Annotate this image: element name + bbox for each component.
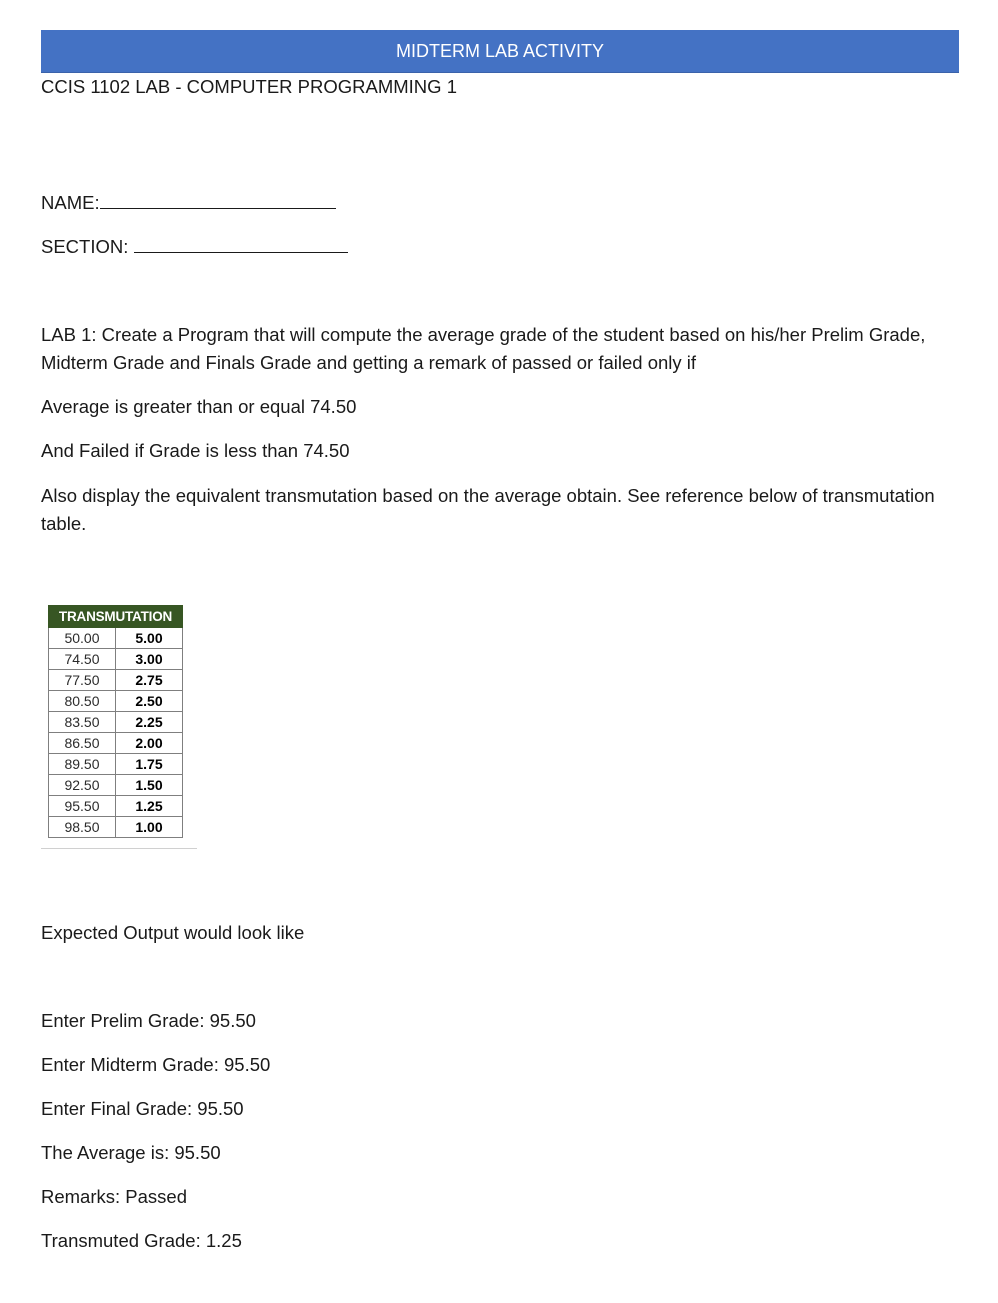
grade-cell: 2.50	[116, 691, 183, 712]
name-label: NAME:	[41, 192, 100, 213]
score-cell: 77.50	[49, 670, 116, 691]
name-blank	[100, 190, 336, 209]
course-title: CCIS 1102 LAB - COMPUTER PROGRAMMING 1	[41, 76, 457, 97]
output-line-transmuted: Transmuted Grade: 1.25	[41, 1230, 242, 1251]
grade-cell: 1.00	[116, 817, 183, 838]
section-blank	[134, 234, 348, 253]
expected-output-heading: Expected Output would look like	[41, 922, 305, 943]
grade-cell: 1.50	[116, 775, 183, 796]
score-cell: 80.50	[49, 691, 116, 712]
table-row	[49, 775, 183, 796]
pass-condition: Average is greater than or equal 74.50	[41, 396, 357, 417]
document-title-bar	[41, 30, 959, 73]
table-row	[49, 628, 183, 649]
grade-cell: 1.75	[116, 754, 183, 775]
fail-condition: And Failed if Grade is less than 74.50	[41, 440, 350, 461]
transmutation-table-header: TRANSMUTATION	[49, 606, 183, 628]
output-line-prelim: Enter Prelim Grade: 95.50	[41, 1010, 256, 1031]
table-row	[49, 796, 183, 817]
score-cell: 89.50	[49, 754, 116, 775]
name-field	[41, 189, 336, 217]
table-row	[49, 817, 183, 838]
table-row	[49, 691, 183, 712]
score-cell: 95.50	[49, 796, 116, 817]
table-row	[49, 712, 183, 733]
table-row	[49, 649, 183, 670]
score-cell: 86.50	[49, 733, 116, 754]
transmutation-table-image	[41, 598, 197, 849]
score-cell: 92.50	[49, 775, 116, 796]
score-cell: 50.00	[49, 628, 116, 649]
lab1-description: LAB 1: Create a Program that will compute the average grade of the student based on his/her Prelim Grade, Midterm Grade and Finals Grade and getting a remark of passed or failed only if	[41, 324, 926, 373]
score-cell: 74.50	[49, 649, 116, 670]
grade-cell: 5.00	[116, 628, 183, 649]
score-cell: 83.50	[49, 712, 116, 733]
table-row	[49, 733, 183, 754]
grade-cell: 1.25	[116, 796, 183, 817]
transmutation-table	[48, 605, 183, 838]
section-field	[41, 233, 348, 261]
output-line-remarks: Remarks: Passed	[41, 1186, 187, 1207]
document-title: MIDTERM LAB ACTIVITY	[395, 41, 605, 61]
output-line-final: Enter Final Grade: 95.50	[41, 1098, 244, 1119]
grade-cell: 3.00	[116, 649, 183, 670]
output-line-average: The Average is: 95.50	[41, 1142, 221, 1163]
transmutation-instruction: Also display the equivalent transmutation based on the average obtain. See reference below of transmutation table.	[41, 485, 935, 534]
score-cell: 98.50	[49, 817, 116, 838]
grade-cell: 2.75	[116, 670, 183, 691]
grade-cell: 2.00	[116, 733, 183, 754]
grade-cell: 2.25	[116, 712, 183, 733]
section-label: SECTION:	[41, 236, 129, 257]
output-line-midterm: Enter Midterm Grade: 95.50	[41, 1054, 271, 1075]
table-row	[49, 670, 183, 691]
table-row	[49, 754, 183, 775]
